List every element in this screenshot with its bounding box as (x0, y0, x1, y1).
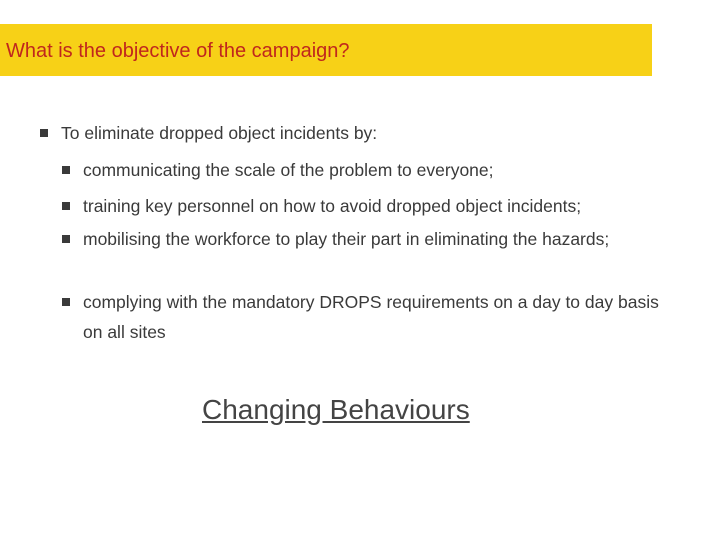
sub-bullet-text: complying with the mandatory DROPS requirements on a day to day basis on all sites (83, 292, 659, 342)
title-bar (0, 24, 652, 76)
square-bullet-icon (62, 235, 70, 243)
slide-title: What is the objective of the campaign? (6, 40, 350, 62)
changing-behaviours-link[interactable]: Changing Behaviours (202, 394, 470, 425)
square-bullet-icon (62, 202, 70, 210)
sub-bullet-text: communicating the scale of the problem to everyone; (83, 160, 494, 180)
square-bullet-icon (62, 166, 70, 174)
sub-bullet-text: mobilising the workforce to play their part in eliminating the hazards; (83, 229, 610, 249)
square-bullet-icon (62, 298, 70, 306)
sub-bullet-text: training key personnel on how to avoid dropped object incidents; (83, 196, 582, 216)
square-bullet-icon (40, 129, 48, 137)
main-bullet-text: To eliminate dropped object incidents by: (61, 123, 378, 143)
